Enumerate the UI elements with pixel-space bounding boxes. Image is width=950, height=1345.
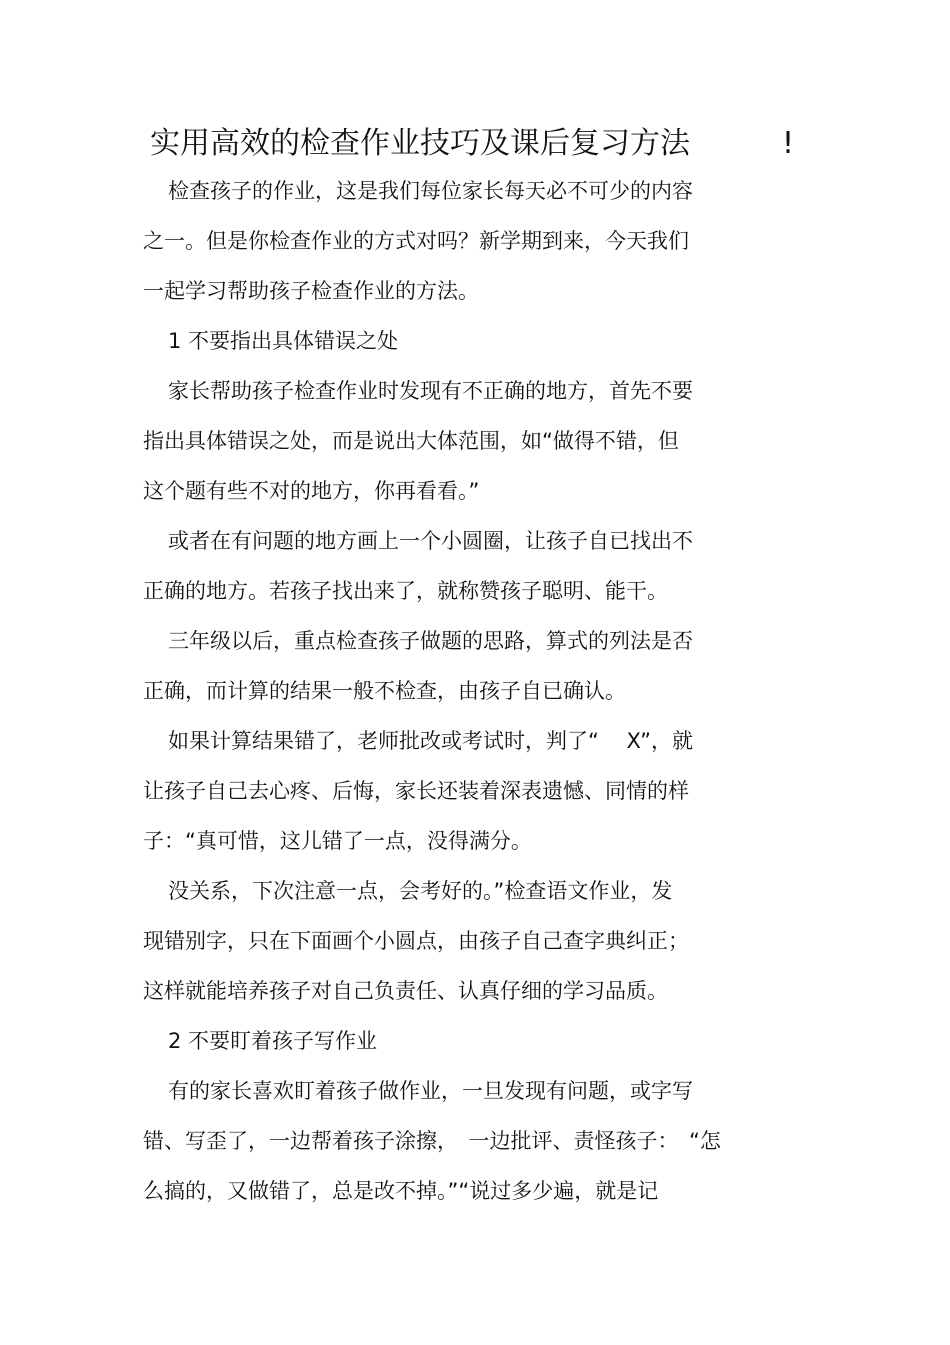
title-exclamation: ! [782, 126, 795, 161]
paragraph-line: 检查孩子的作业，这是我们每位家长每天必不可少的内容 [168, 179, 693, 203]
paragraph-line: 之一。但是你检查作业的方式对吗？新学期到来，今天我们 [143, 229, 689, 253]
paragraph-line: 这样就能培养孩子对自己负责任、认真仔细的学习品质。 [143, 979, 668, 1003]
paragraph-line: 家长帮助孩子检查作业时发现有不正确的地方，首先不要 [168, 379, 693, 403]
paragraph-line: 如果计算结果错了，老师批改或考试时，判了“ X”，就 [168, 729, 693, 753]
paragraph-line: 指出具体错误之处，而是说出大体范围，如“做得不错，但 [143, 429, 679, 453]
paragraph-line: 有的家长喜欢盯着孩子做作业，一旦发现有问题，或字写 [168, 1079, 693, 1103]
paragraph-line: 这个题有些不对的地方，你再看看。” [143, 479, 480, 503]
paragraph-line: 三年级以后，重点检查孩子做题的思路，算式的列法是否 [168, 629, 693, 653]
paragraph-line: 或者在有问题的地方画上一个小圆圈，让孩子自已找出不 [168, 529, 693, 553]
paragraph-line: 错、写歪了，一边帮着孩子涂擦， 一边批评、责怪孩子： “怎 [143, 1129, 721, 1153]
paragraph-line: 正确的地方。若孩子找出来了，就称赞孩子聪明、能干。 [143, 579, 668, 603]
paragraph-line: 正确，而计算的结果一般不检查，由孩子自已确认。 [143, 679, 626, 703]
paragraph-line: 现错别字，只在下面画个小圆点，由孩子自己查字典纠正； [143, 929, 689, 953]
paragraph-line: 没关系，下次注意一点，会考好的。”检查语文作业，发 [168, 879, 673, 903]
paragraph-line: 子：“真可惜，这儿错了一点，没得满分。 [143, 829, 532, 853]
paragraph-line: 让孩子自己去心疼、后悔，家长还装着深表遗憾、同情的样 [143, 779, 689, 803]
paragraph-line: 么搞的，又做错了，总是改不掉。”“说过多少遍，就是记 [143, 1179, 659, 1203]
document-title: 实用高效的检查作业技巧及课后复习方法 [150, 126, 690, 161]
section-heading: 1 不要指出具体错误之处 [168, 329, 399, 353]
section-heading: 2 不要盯着孩子写作业 [168, 1029, 378, 1053]
paragraph-line: 一起学习帮助孩子检查作业的方法。 [143, 279, 479, 303]
